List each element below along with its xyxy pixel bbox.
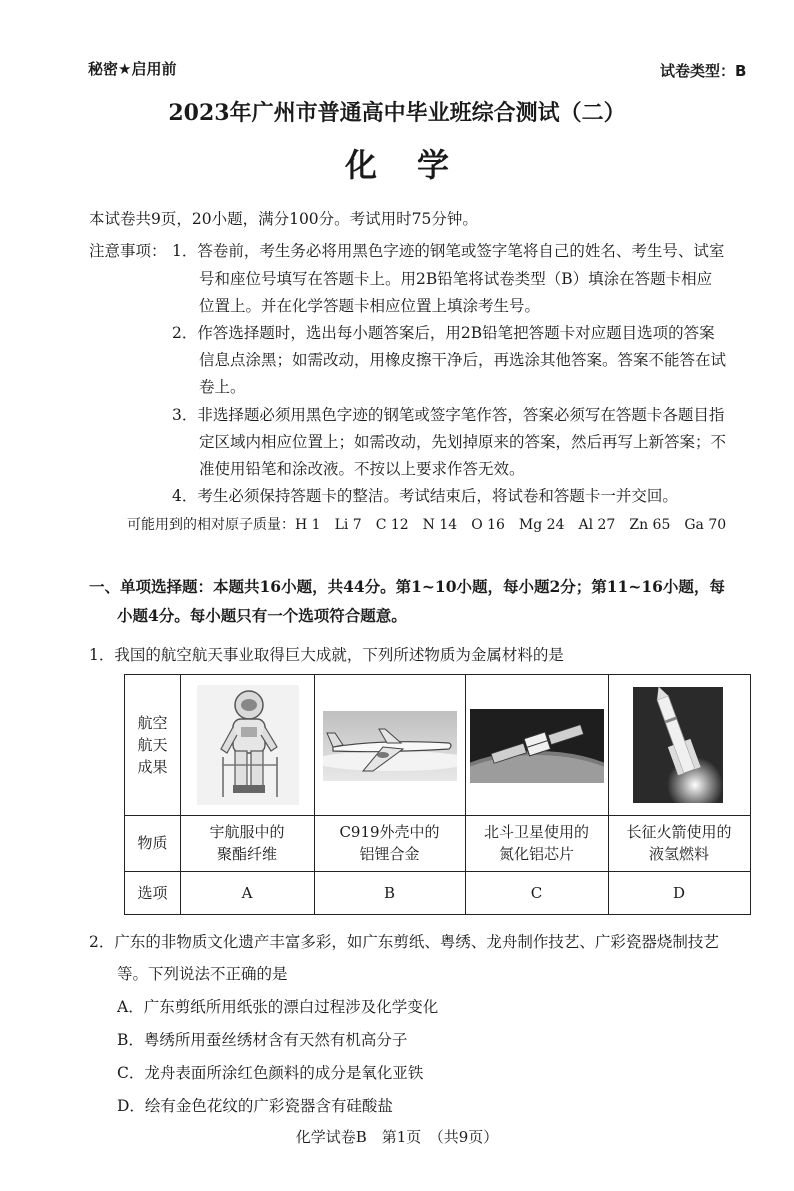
page-footer: 化学试卷B 第1页 （共9页）: [295, 1128, 499, 1146]
option-c: C: [530, 883, 543, 902]
note-line: 准使用铅笔和涂改液。不按以上要求作答无效。: [199, 460, 525, 478]
material-d: 长征火箭使用的 液氢燃料: [626, 823, 732, 863]
note-line: 位置上。并在化学答题卡相应位置上填涂考生号。: [199, 297, 541, 315]
astronaut-suit-image: [197, 685, 299, 805]
question-2-option-c: C．龙舟表面所涂红色颜料的成分是氧化亚铁: [117, 1064, 424, 1082]
note-line: 号和座位号填写在答题卡上。用2B铅笔将试卷类型（B）填涂在答题卡相应: [199, 270, 713, 288]
question-2-option-d: D．绘有金色花纹的广彩瓷器含有硅酸盐: [117, 1097, 393, 1115]
question-2-option-b: B．粤绣所用蚕丝绣材含有天然有机高分子: [117, 1031, 408, 1049]
exam-title: 2023年广州市普通高中毕业班综合测试（二）: [168, 100, 626, 126]
option-d: D: [672, 883, 686, 902]
note-line: 2．作答选择题时，选出每小题答案后，用2B铅笔把答题卡对应题目选项的答案: [172, 324, 715, 342]
material-c: 北斗卫星使用的 氮化铝芯片: [483, 823, 589, 863]
note-line: 4．考生必须保持答题卡的整洁。考试结束后，将试卷和答题卡一并交回。: [172, 487, 678, 505]
long-march-rocket-image: [633, 687, 723, 803]
row-label-material: 物质: [137, 834, 168, 852]
section-heading: 一、单项选择题：本题共16小题，共44分。第1~10小题，每小题2分；第11~16小题，每: [89, 577, 725, 596]
note-line: 信息点涂黑；如需改动，用橡皮擦干净后，再选涂其他答案。答案不能答在试: [199, 351, 727, 369]
question-2-stem-cont: 等。下列说法不正确的是: [117, 965, 288, 983]
question-2-stem: 2．广东的非物质文化遗产丰富多彩，如广东剪纸、粤绣、龙舟制作技艺、广彩瓷器烧制技艺: [89, 933, 719, 951]
question-1-table: [124, 674, 751, 915]
question-2-option-a: A．广东剪纸所用纸张的漂白过程涉及化学变化: [117, 998, 439, 1016]
note-line: 1．答卷前，考生务必将用黑色字迹的钢笔或签字笔将自己的姓名、考生号、试室: [172, 242, 725, 260]
subject-title: 化学: [344, 146, 489, 184]
c919-airplane-image: [323, 711, 457, 781]
question-1-stem: 1．我国的航空航天事业取得巨大成就，下列所述物质为金属材料的是: [89, 646, 564, 664]
note-line: 3．非选择题必须用黑色字迹的钢笔或签字笔作答，答案必须写在答题卡各题目指: [172, 406, 725, 424]
material-b: C919外壳中的 铝锂合金: [339, 823, 440, 863]
option-b: B: [383, 883, 396, 902]
material-a: 宇航服中的 聚酯纤维: [209, 823, 285, 863]
confidential-label: 秘密★启用前: [88, 60, 177, 78]
note-line: 卷上。: [199, 378, 246, 396]
row-label-option: 选项: [137, 883, 168, 902]
option-a: A: [241, 883, 253, 902]
paper-type-label: 试卷类型：B: [660, 62, 747, 80]
section-heading-cont: 小题4分。每小题只有一个选项符合题意。: [117, 606, 407, 625]
exam-intro: 本试卷共9页，20小题，满分100分。考试用时75分钟。: [89, 210, 478, 228]
row-label-achievement: 航空 航天 成果: [137, 714, 168, 776]
note-line: 定区域内相应位置上；如需改动，先划掉原来的答案，然后再写上新答案；不: [199, 433, 727, 451]
notes-label: 注意事项：: [89, 242, 167, 260]
beidou-satellite-image: [470, 709, 604, 783]
atomic-masses: 可能用到的相对原子质量：H 1 Li 7 C 12 N 14 O 16 Mg 24 Al 27 Zn 65 Ga 70: [127, 517, 727, 533]
